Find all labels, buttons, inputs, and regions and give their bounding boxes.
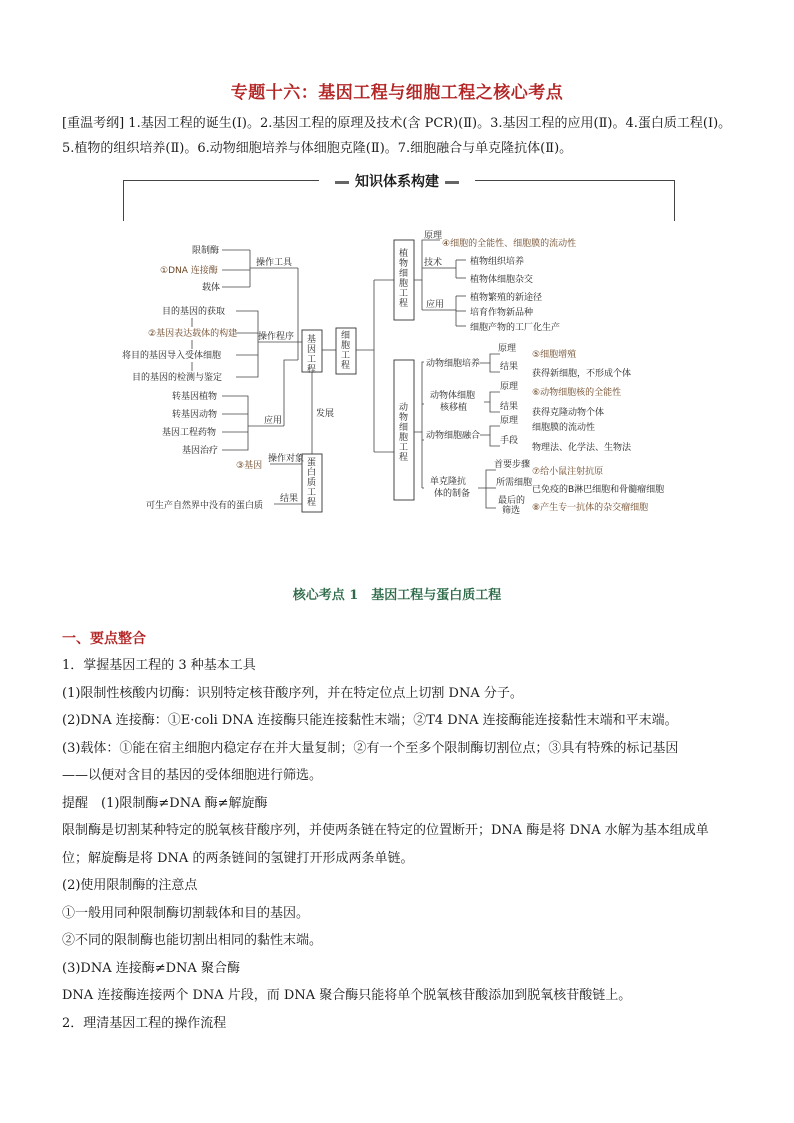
gene-process-label: 操作程序 — [258, 332, 295, 342]
animal-fusion-method-label: 手段 — [500, 436, 519, 446]
gene-app-label: 应用 — [264, 416, 283, 426]
app-1: 转基因植物 — [172, 392, 218, 402]
core-body — [62, 652, 742, 1037]
body-line: 1．掌握基因工程的 3 种基本工具 — [62, 658, 256, 673]
body-line: (3)载体：①能在宿主细胞内稳定存在并大量复制；②有一个至多个限制酶切割位点；③具有特殊的标记基因 — [62, 740, 679, 756]
body-line: ——以便对含目的基因的受体细胞进行筛选。 — [62, 768, 323, 783]
core-heading: 核心考点 1 基因工程与蛋白质工程 — [292, 588, 502, 603]
develop-label: 发展 — [316, 409, 335, 419]
animal-culture-result-label: 结果 — [500, 362, 519, 372]
protein-result: 可生产自然界中没有的蛋白质 — [146, 501, 264, 511]
plant-principle: ④细胞的全能性、细胞膜的流动性 — [442, 239, 577, 249]
app-3: 基因工程药物 — [162, 428, 217, 438]
part-heading: 一、要点整合 — [62, 631, 146, 647]
page-title: 专题十六：基因工程与细胞工程之核心考点 — [230, 83, 564, 103]
body-line: ②不同的限制酶也能切割出相同的黏性末端。 — [62, 933, 323, 948]
mab-cells-label: 所需细胞 — [496, 478, 533, 488]
plant-tech-2: 植物体细胞杂交 — [470, 275, 534, 285]
mab-step: ⑦给小鼠注射抗原 — [532, 467, 604, 477]
tool-3: 载体 — [202, 283, 221, 293]
mab-screen: ⑧产生专一抗体的杂交瘤细胞 — [532, 503, 649, 513]
plant-tech-label: 技术 — [424, 258, 443, 268]
body-line: 位；解旋酶是将 DNA 的两条链间的氢键打开形成两条单链。 — [62, 850, 414, 866]
animal-culture-result: 获得新细胞，不形成个体 — [532, 369, 632, 379]
protein-object-label: 操作对象 — [268, 454, 305, 464]
tool-1: 限制酶 — [192, 246, 220, 256]
cell-engineering-label: 细胞工程 — [341, 331, 351, 371]
body-line: 2．理清基因工程的操作流程 — [62, 1015, 227, 1031]
plant-tech-1: 植物组织培养 — [470, 257, 525, 267]
animal-nuclear-result-label: 结果 — [500, 402, 519, 412]
animal-culture: 动物细胞培养 — [426, 359, 481, 369]
tool-2: ①DNA 连接酶 — [160, 266, 218, 276]
outline-text: 1.基因工程的诞生(Ⅰ)。2.基因工程的原理及技术(含 PCR)(Ⅱ)。3.基因工程的应用(Ⅱ)。4.蛋白质工程(Ⅰ)。5.植物的组织培养(Ⅱ)。6.动物细胞培养与体细胞克隆(Ⅱ)。7.细胞融合与单克隆抗体(Ⅱ)。 — [62, 116, 732, 156]
gene-engineering-label: 基因工程 — [307, 335, 317, 375]
body-line: ①一般用同种限制酶切割载体和目的基因。 — [62, 905, 310, 921]
gene-tools-label: 操作工具 — [256, 258, 293, 268]
plant-app-label: 应用 — [426, 300, 445, 310]
knowledge-section-title: 知识体系构建 — [319, 171, 475, 191]
app-2: 转基因动物 — [172, 410, 218, 420]
process-2: ②基因表达载体的构建 — [148, 329, 238, 339]
exam-outline — [62, 111, 742, 161]
animal-fusion-principle: 细胞膜的流动性 — [532, 423, 596, 433]
body-line: 提醒 (1)限制酶≠DNA 酶≠解旋酶 — [62, 795, 268, 811]
animal-nuclear-principle-label: 原理 — [500, 382, 519, 392]
animal-culture-principle: ⑤细胞增殖 — [532, 350, 577, 360]
animal-nuclear: 动物体细胞核移植 — [430, 391, 476, 413]
plant-app-1: 植物繁殖的新途径 — [470, 293, 543, 303]
protein-result-label: 结果 — [280, 494, 299, 504]
animal-nuclear-result: 获得克隆动物个体 — [532, 408, 605, 418]
process-3: 将目的基因导入受体细胞 — [122, 351, 222, 361]
mab-step-label: 首要步骤 — [494, 460, 531, 470]
outline-tag: [重温考纲] — [62, 116, 125, 131]
animal-fusion-method: 物理法、化学法、生物法 — [532, 443, 632, 453]
knowledge-mindmap — [122, 231, 680, 522]
title-bar-left-icon — [335, 181, 349, 184]
process-4: 目的基因的检测与鉴定 — [132, 373, 223, 383]
body-line: (2)使用限制酶的注意点 — [62, 878, 198, 893]
plant-app-3: 细胞产物的工厂化生产 — [470, 323, 561, 333]
animal-culture-principle-label: 原理 — [498, 344, 517, 354]
mab-cells: 已免疫的B淋巴细胞和骨髓瘤细胞 — [532, 485, 665, 495]
mab: 单克隆抗体的制备 — [430, 477, 471, 499]
body-line: 限制酶是切割某种特定的脱氧核苷酸序列，并使两条链在特定的位置断开；DNA 酶是将 DNA 水解为基本组成单 — [62, 823, 709, 838]
body-line: (1)限制性核酸内切酶：识别特定核苷酸序列，并在特定位点上切割 DNA 分子。 — [62, 685, 523, 701]
mab-screen-label: 最后的筛选 — [498, 496, 526, 516]
animal-fusion: 动物细胞融合 — [426, 431, 481, 441]
process-1: 目的基因的获取 — [162, 307, 226, 317]
app-4: 基因治疗 — [182, 446, 219, 456]
body-line: (3)DNA 连接酶≠DNA 聚合酶 — [62, 960, 240, 976]
plant-app-2: 培育作物新品种 — [470, 308, 534, 318]
plant-cell-engineering-label: 植物细胞工程 — [399, 249, 409, 309]
animal-fusion-principle-label: 原理 — [500, 416, 519, 426]
animal-cell-engineering-label: 动物细胞工程 — [399, 403, 409, 463]
body-line: DNA 连接酶连接两个 DNA 片段，而 DNA 聚合酶只能将单个脱氧核苷酸添加到脱氧核苷酸链上。 — [62, 988, 632, 1003]
plant-principle-label: 原理 — [424, 231, 443, 241]
title-bar-right-icon — [445, 181, 459, 184]
protein-engineering-label: 蛋白质工程 — [307, 458, 317, 508]
protein-object: ③基因 — [236, 461, 263, 471]
body-line: (2)DNA 连接酶：①E·coli DNA 连接酶只能连接黏性末端；②T4 DNA 连接酶能连接黏性末端和平末端。 — [62, 713, 678, 728]
animal-nuclear-principle: ⑥动物细胞核的全能性 — [532, 388, 622, 398]
